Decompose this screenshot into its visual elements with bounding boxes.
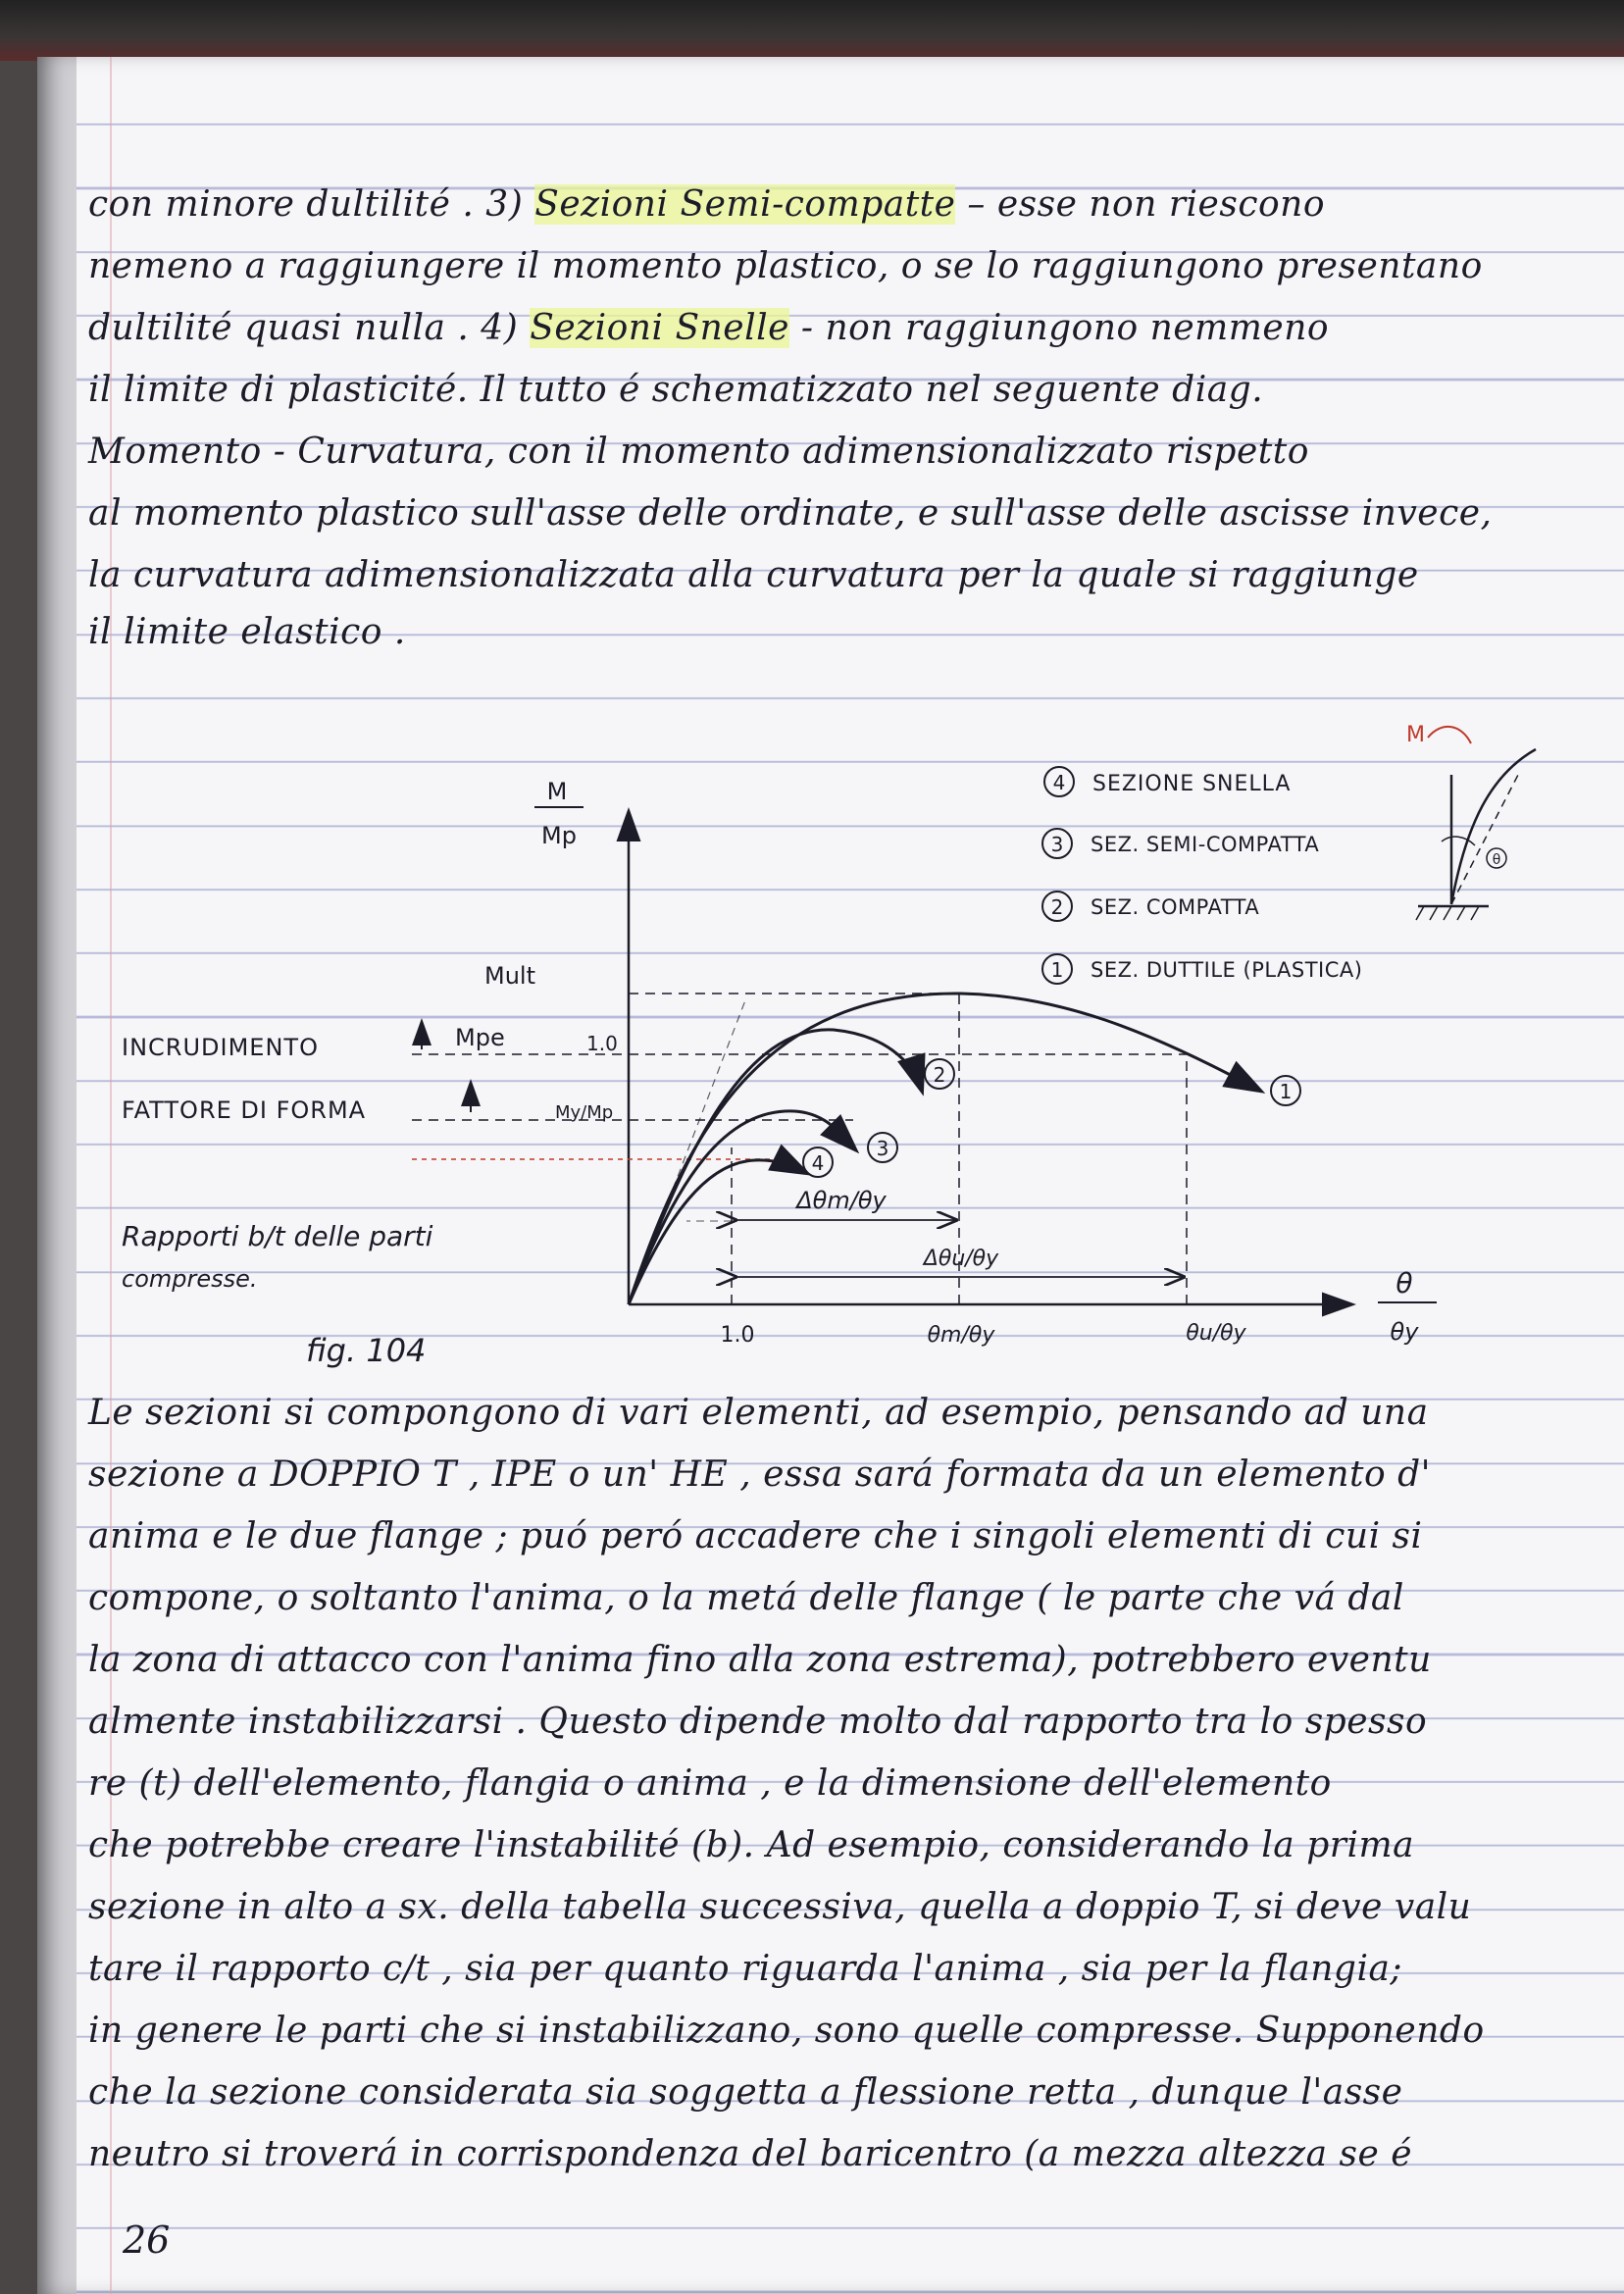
- one-label: 1.0: [586, 1032, 618, 1055]
- text-line: dultilité quasi nulla . 4) Sezioni Snelle - non raggiungono nemmeno: [88, 308, 1330, 348]
- text-line: tare il rapporto c/t , sia per quanto riguarda l'anima , sia per la flangia;: [88, 1949, 1403, 1989]
- x-axis-denominator: θy: [1390, 1318, 1419, 1346]
- y-axis-numerator: M: [546, 778, 568, 805]
- text-line: sezione in alto a sx. della tabella successiva, quella a doppio T, si deve valu: [88, 1887, 1472, 1927]
- x-tick-theta-m: θm/θy: [927, 1323, 995, 1348]
- cantilever-inset: [1406, 723, 1536, 920]
- text-line: in genere le parti che si instabilizzano, sono quelle compresse. Supponendo: [88, 2011, 1485, 2051]
- mult-label: Mult: [484, 962, 535, 990]
- text-line: almente instabilizzarsi . Questo dipende molto dal rapporto tra lo spesso: [88, 1702, 1428, 1742]
- text-line: neutro si troverá in corrispondenza del baricentro (a mezza altezza se é: [88, 2134, 1413, 2174]
- mpe-label: Mpe: [455, 1024, 505, 1051]
- inset-moment-arrow: [1428, 727, 1471, 743]
- y-axis-denominator: Mp: [541, 822, 577, 849]
- rapporti-label: Rapporti b/t delle parti: [122, 1220, 433, 1252]
- delta-m-label: Δθm/θy: [796, 1187, 887, 1214]
- text-line: nemeno a raggiungere il momento plastico, o se lo raggiungono presentano: [88, 246, 1483, 286]
- figure-caption: fig. 104: [306, 1332, 427, 1369]
- text-line: che la sezione considerata sia soggetta a flessione retta , dunque l'asse: [88, 2072, 1403, 2113]
- legend-text-2: SEZ. COMPATTA: [1091, 895, 1260, 919]
- legend-num-4: 4: [1052, 771, 1066, 794]
- text-line: sezione a DOPPIO T , IPE o un' HE , essa sará formata da un elemento d': [88, 1454, 1432, 1495]
- x-tick-theta-u: θu/θy: [1186, 1321, 1246, 1346]
- legend: [1042, 767, 1362, 984]
- x-tick-1: 1.0: [720, 1323, 755, 1348]
- rapporti-label-2: compresse.: [122, 1265, 258, 1293]
- inset-angle-arc: [1442, 837, 1475, 845]
- text-line: Le sezioni si compongono di vari elementi, ad esempio, pensando ad una: [88, 1393, 1429, 1433]
- fattore-forma-label: FATTORE DI FORMA: [122, 1096, 367, 1124]
- highlight: Sezioni Snelle: [530, 308, 789, 348]
- text-line: il limite di plasticité. Il tutto é schematizzato nel seguente diag.: [88, 370, 1264, 410]
- legend-text-4: SEZIONE SNELLA: [1092, 772, 1292, 796]
- text-line: con minore dultilité . 3) Sezioni Semi-compatte – esse non riescono: [88, 184, 1326, 225]
- inset-ground-hatch: [1416, 906, 1479, 920]
- x-axis-numerator: θ: [1396, 1267, 1413, 1300]
- text-line: anima e le due flange ; puó peró accadere che i singoli elementi di cui si: [88, 1516, 1423, 1556]
- curve-2-label: 2: [933, 1063, 946, 1087]
- legend-num-1: 1: [1050, 958, 1064, 982]
- highlight: Sezioni Semi-compatte: [534, 184, 956, 225]
- curve-3-label: 3: [876, 1137, 889, 1160]
- text-line: Momento - Curvatura, con il momento adimensionalizzato rispetto: [88, 432, 1309, 472]
- curve-4-label: 4: [811, 1151, 825, 1175]
- legend-text-1: SEZ. DUTTILE (PLASTICA): [1091, 958, 1363, 982]
- legend-text-3: SEZ. SEMI-COMPATTA: [1091, 833, 1320, 856]
- text-line: re (t) dell'elemento, flangia o anima , e la dimensione dell'elemento: [88, 1763, 1332, 1804]
- legend-num-3: 3: [1050, 833, 1064, 856]
- inset-moment-label: M: [1406, 723, 1425, 747]
- delta-u-label: Δθu/θy: [923, 1247, 999, 1271]
- text-line: il limite elastico .: [88, 612, 406, 652]
- text-line: al momento plastico sull'asse delle ordinate, e sull'asse delle ascisse invece,: [88, 493, 1493, 534]
- inset-deformed: [1451, 749, 1536, 904]
- text-line: che potrebbe creare l'instabilité (b). Ad esempio, considerando la prima: [88, 1825, 1415, 1865]
- text-line: la zona di attacco con l'anima fino alla zona estrema), potrebbero eventu: [88, 1640, 1432, 1680]
- page-number: 26: [123, 2218, 171, 2262]
- inset-chord: [1451, 775, 1518, 904]
- text-line: compone, o soltanto l'anima, o la metá delle flange ( le parte che vá dal: [88, 1578, 1404, 1618]
- incrudimento-label: INCRUDIMENTO: [122, 1034, 319, 1061]
- text-line: la curvatura adimensionalizzata alla curvatura per la quale si raggiunge: [88, 555, 1419, 595]
- curve-1-label: 1: [1279, 1080, 1293, 1103]
- curve-2-compatta: [629, 1030, 922, 1304]
- inset-theta-label: θ: [1492, 852, 1501, 868]
- my-label: My/Mp: [555, 1102, 614, 1123]
- legend-num-2: 2: [1050, 895, 1064, 919]
